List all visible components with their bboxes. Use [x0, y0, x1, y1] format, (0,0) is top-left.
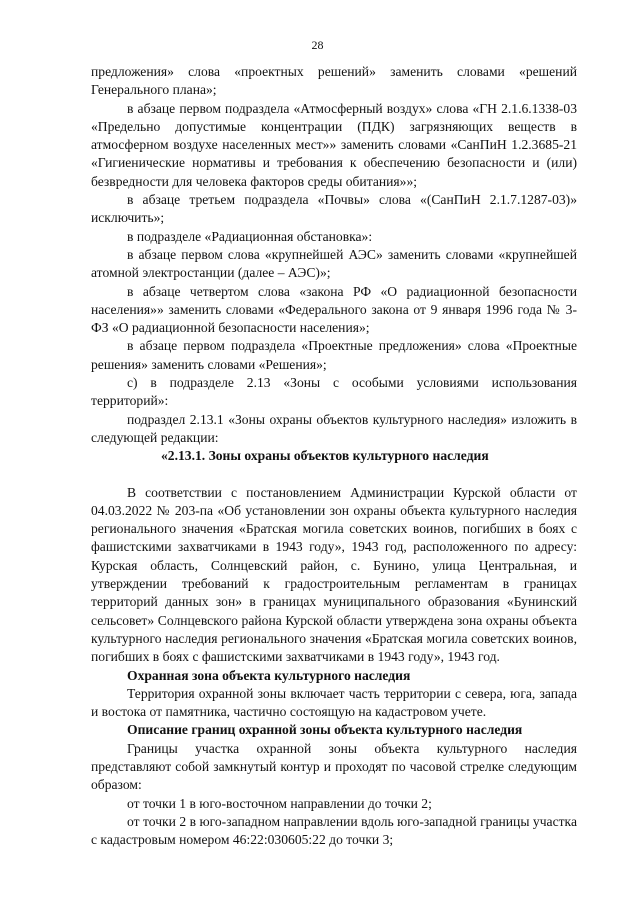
paragraph: в подразделе «Радиационная обстановка»:	[127, 228, 373, 244]
subheading-boundaries: Описание границ охранной зоны объекта культурного наследия	[127, 722, 523, 738]
paragraph: в абзаце четвертом слова «закона РФ «О радиационной безопасности населения»» заменить словами «Федерального закона от 9 января 1996 года № 3-ФЗ «О радиационной безопасности населения»;	[91, 283, 577, 336]
paragraph: в абзаце первом подраздела «Атмосферный воздух» слова «ГН 2.1.6.1338-03 «Предельно допустимые концентрации (ПДК) загрязняющих веществ в атмосферном воздухе населенных мест»» заменить словами «СанПиН 1.2.3685-21 «Гигиенические нормативы и требования к обеспечению безопасности и (или) безвредности для человека факторов среды обитания»»;	[91, 100, 577, 189]
document-body	[91, 63, 577, 849]
paragraph: Границы участка охранной зоны объекта культурного наследия представляют собой замкнутый контур и проходят по часовой стрелке следующим образом:	[91, 740, 577, 793]
paragraph: от точки 2 в юго-западном направлении вдоль юго-западной границы участка с кадастровым номером 46:22:030605:22 до точки 3;	[91, 813, 577, 848]
paragraph: подраздел 2.13.1 «Зоны охраны объектов культурного наследия» изложить в следующей редакции:	[91, 411, 577, 445]
paragraph: в абзаце третьем подраздела «Почвы» слова «(СанПиН 2.1.7.1287-03)» исключить»;	[91, 192, 577, 226]
subheading-zone: Охранная зона объекта культурного наследия	[127, 667, 411, 683]
paragraph: с) в подразделе 2.13 «Зоны с особыми условиями использования территорий»:	[91, 375, 577, 409]
paragraph: предложения» слова «проектных решений» заменить словами «решений Генерального плана»;	[91, 64, 577, 98]
paragraph-zone: Территория охранной зоны включает часть территории с севера, юга, запада и востока от памятника, частично состоящую на кадастровом учете.	[91, 685, 577, 720]
paragraph-decree: В соответствии с постановлением Администрации Курской области от 04.03.2022 № 203-па «Об установлении зон охраны объекта культурного наследия регионального значения «Братская могила советских воинов, погибших в боях с фашистскими захватчиками в 1943 году», 1943 год, расположенного по адресу: Курская область, Солнцевский район, с. Бунино, улица Центральная, и утверждении требований к градостроительным регламентам в границах территорий данных зон» в границах муниципального образования «Бунинский сельсовет» Солнцевского района Курской области утверждена зона охраны объекта культурного наследия регионального значения «Братская могила советских воинов, погибших в боях с фашистскими захватчиками в 1943 году», 1943 год.	[91, 484, 577, 665]
paragraph: в абзаце первом подраздела «Проектные предложения» слова «Проектные решения» заменить словами «Решения»;	[91, 338, 577, 372]
section-heading: «2.13.1. Зоны охраны объектов культурного наследия	[161, 448, 489, 464]
paragraph: от точки 1 в юго-восточном направлении до точки 2;	[127, 795, 432, 811]
paragraph: в абзаце первом слова «крупнейшей АЭС» заменить словами «крупнейшей атомной электростанции (далее – АЭС)»;	[91, 246, 577, 281]
page-number: 28	[311, 38, 324, 52]
